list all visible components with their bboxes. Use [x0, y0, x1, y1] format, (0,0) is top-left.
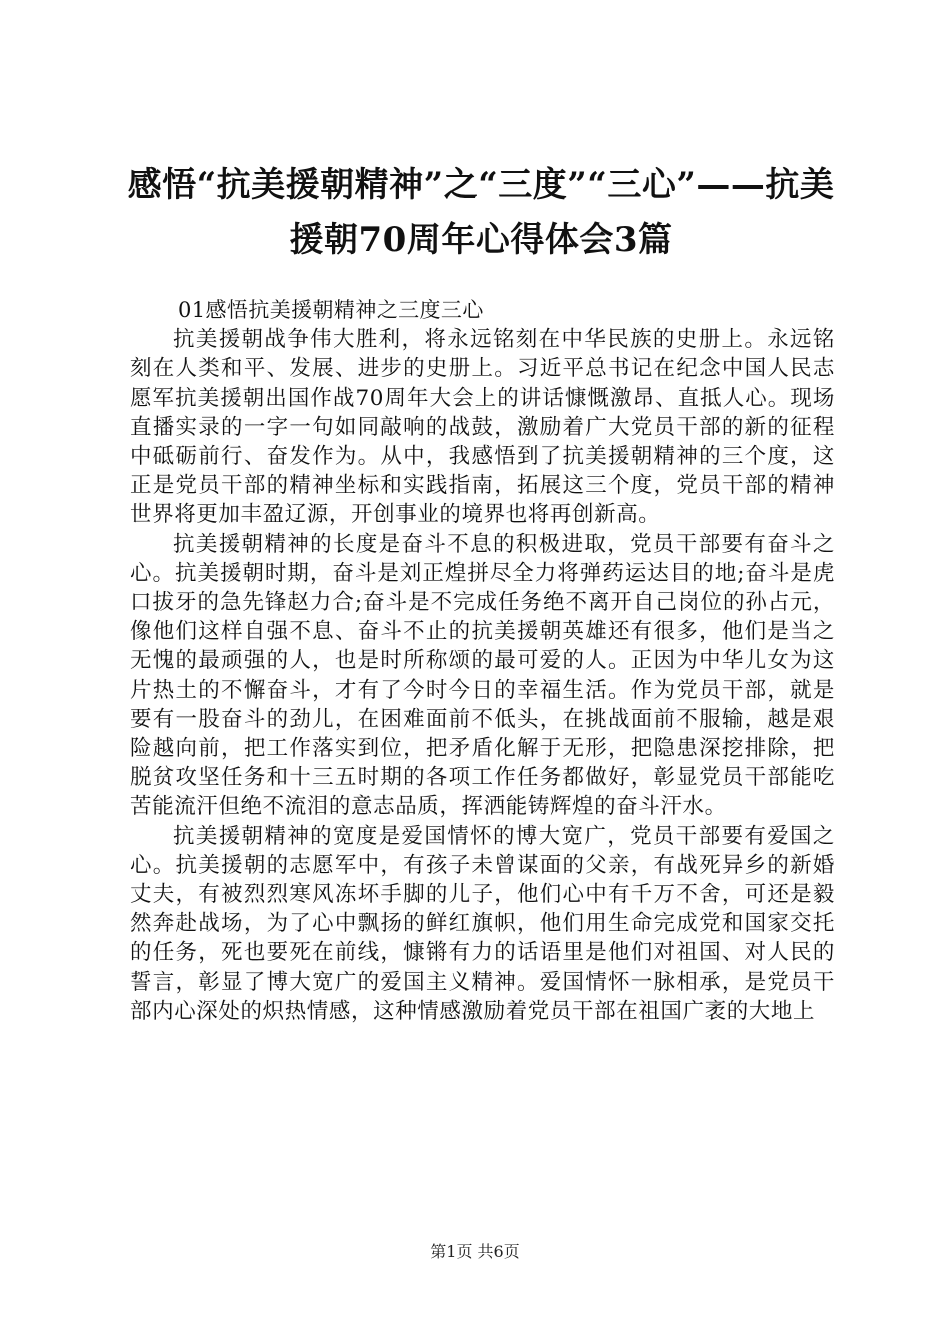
- page-footer: 第1页 共6页: [430, 1242, 520, 1261]
- paragraph-2: 抗美援朝精神的长度是奋斗不息的积极进取，党员干部要有奋斗之心。抗美援朝时期，奋斗是刘正煌拼尽全力将弹药运达目的地;奋斗是虎口拔牙的急先锋赵力合;奋斗是不完成任务绝不离开自己岗位的孙占元，像他们这样自强不息、奋斗不止的抗美援朝英雄还有很多，他们是当之无愧的最顽强的人，也是时所称颂的最可爱的人。正因为中华儿女为这片热土的不懈奋斗，才有了今时今日的幸福生活。作为党员干部，就是要有一股奋斗的劲儿，在困难面前不低头，在挑战面前不服输，越是艰险越向前，把工作落实到位，把矛盾化解于无形，把隐患深挖排除，把脱贫攻坚任务和十三五时期的各项工作任务都做好，彰显党员干部能吃苦能流汗但绝不流泪的意志品质，挥洒能铸辉煌的奋斗汗水。: [130, 531, 835, 820]
- paragraph-3: 抗美援朝精神的宽度是爱国情怀的博大宽广，党员干部要有爱国之心。抗美援朝的志愿军中，有孩子未曾谋面的父亲，有战死异乡的新婚丈夫，有被烈烈寒风冻坏手脚的儿子，他们心中有千万不舍，可还是毅然奔赴战场，为了心中飘扬的鲜红旗帜，他们用生命完成党和国家交托的任务，死也要死在前线，慷锵有力的话语里是他们对祖国、对人民的誓言，彰显了博大宽广的爱国主义精神。爱国情怀一脉相承，是党员干部内心深处的炽热情感，这种情感激励着党员干部在祖国广袤的大地上: [130, 823, 835, 1024]
- paragraph-1: 抗美援朝战争伟大胜利，将永远铭刻在中华民族的史册上。永远铭刻在人类和平、发展、进步的史册上。习近平总书记在纪念中国人民志愿军抗美援朝出国作战70周年大会上的讲话慷慨激昂、直抵人心。现场直播实录的一字一句如同敲响的战鼓，激励着广大党员干部的新的征程中砥砺前行、奋发作为。从中，我感悟到了抗美援朝精神的三个度，这正是党员干部的精神坐标和实践指南，拓展这三个度，党员干部的精神世界将更加丰盈辽源，开创事业的境界也将再创新高。: [130, 327, 835, 528]
- document-body: [130, 296, 835, 1026]
- section-heading: 01感悟抗美援朝精神之三度三心: [178, 298, 484, 322]
- document-title: 感悟“抗美援朝精神”之“三度”“三心”——抗美援朝70周年心得体会3篇: [127, 165, 835, 260]
